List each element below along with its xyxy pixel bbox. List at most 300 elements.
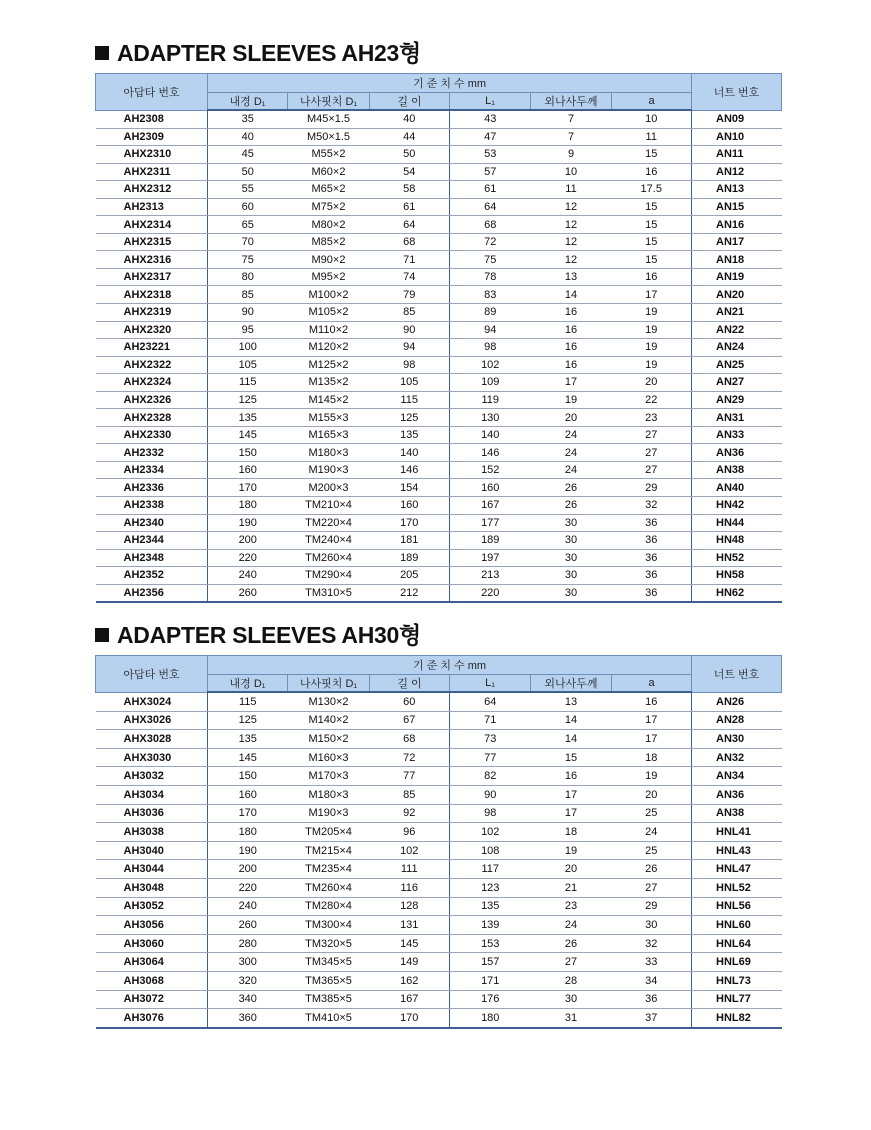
cell-nut: AN34 [692, 767, 782, 786]
table-row [96, 163, 782, 181]
cell-inner-diameter: 90 [208, 304, 288, 322]
cell-l1: 180 [450, 1009, 531, 1028]
cell-inner-diameter: 160 [208, 461, 288, 479]
cell-a: 19 [612, 339, 692, 357]
cell-nut: AN12 [692, 163, 782, 181]
cell-nut: HN44 [692, 514, 782, 532]
cell-a: 19 [612, 321, 692, 339]
cell-inner-diameter: 60 [208, 198, 288, 216]
cell-thread-thickness: 17 [531, 785, 612, 804]
cell-inner-diameter: 160 [208, 785, 288, 804]
cell-model: AH3048 [96, 878, 208, 897]
cell-model: AH3038 [96, 823, 208, 842]
cell-thread-thickness: 14 [531, 730, 612, 749]
cell-thread-thickness: 18 [531, 823, 612, 842]
cell-model: AH3036 [96, 804, 208, 823]
cell-thread-pitch: M110×2 [288, 321, 370, 339]
cell-l1: 171 [450, 971, 531, 990]
cell-l1: 167 [450, 497, 531, 515]
cell-length: 96 [370, 823, 450, 842]
cell-l1: 98 [450, 804, 531, 823]
table-row [96, 110, 782, 128]
cell-thread-thickness: 30 [531, 584, 612, 602]
cell-length: 85 [370, 304, 450, 322]
cell-thread-thickness: 30 [531, 549, 612, 567]
cell-thread-pitch: TM290×4 [288, 567, 370, 585]
cell-l1: 82 [450, 767, 531, 786]
cell-length: 61 [370, 198, 450, 216]
cell-inner-diameter: 340 [208, 990, 288, 1009]
cell-length: 71 [370, 251, 450, 269]
cell-thread-thickness: 11 [531, 181, 612, 199]
cell-thread-pitch: TM365×5 [288, 971, 370, 990]
cell-model: AH23221 [96, 339, 208, 357]
cell-nut: HN52 [692, 549, 782, 567]
section-ah30 [95, 621, 781, 1029]
cell-thread-pitch: TM235×4 [288, 860, 370, 879]
cell-model: AH2308 [96, 110, 208, 128]
cell-model: AHX2316 [96, 251, 208, 269]
table-row [96, 233, 782, 251]
cell-nut: AN19 [692, 268, 782, 286]
cell-a: 25 [612, 804, 692, 823]
cell-inner-diameter: 260 [208, 584, 288, 602]
cell-inner-diameter: 190 [208, 841, 288, 860]
cell-inner-diameter: 280 [208, 934, 288, 953]
cell-l1: 64 [450, 692, 531, 711]
cell-nut: AN09 [692, 110, 782, 128]
cell-length: 160 [370, 497, 450, 515]
cell-a: 15 [612, 198, 692, 216]
table-row [96, 878, 782, 897]
cell-inner-diameter: 45 [208, 146, 288, 164]
cell-model: AHX2314 [96, 216, 208, 234]
cell-model: AH3064 [96, 953, 208, 972]
cell-length: 92 [370, 804, 450, 823]
cell-inner-diameter: 70 [208, 233, 288, 251]
cell-l1: 83 [450, 286, 531, 304]
cell-model: AH2336 [96, 479, 208, 497]
cell-l1: 77 [450, 748, 531, 767]
table-row [96, 409, 782, 427]
cell-nut: AN13 [692, 181, 782, 199]
cell-model: AHX2310 [96, 146, 208, 164]
cell-nut: AN10 [692, 128, 782, 146]
cell-inner-diameter: 180 [208, 497, 288, 515]
cell-model: AH2334 [96, 461, 208, 479]
cell-model: AHX2320 [96, 321, 208, 339]
cell-thread-thickness: 23 [531, 897, 612, 916]
cell-inner-diameter: 40 [208, 128, 288, 146]
table-row [96, 785, 782, 804]
cell-thread-pitch: M180×3 [288, 785, 370, 804]
cell-a: 16 [612, 692, 692, 711]
table-row [96, 692, 782, 711]
cell-inner-diameter: 55 [208, 181, 288, 199]
header-dimensions: 기 준 치 수 mm [208, 74, 692, 93]
cell-nut: AN36 [692, 785, 782, 804]
cell-model: AHX2317 [96, 268, 208, 286]
cell-l1: 47 [450, 128, 531, 146]
cell-thread-thickness: 24 [531, 426, 612, 444]
table-row [96, 304, 782, 322]
cell-l1: 140 [450, 426, 531, 444]
table-row [96, 321, 782, 339]
cell-nut: AN15 [692, 198, 782, 216]
table-row [96, 823, 782, 842]
cell-l1: 78 [450, 268, 531, 286]
cell-a: 26 [612, 860, 692, 879]
cell-length: 111 [370, 860, 450, 879]
cell-l1: 177 [450, 514, 531, 532]
cell-model: AHX3024 [96, 692, 208, 711]
cell-inner-diameter: 135 [208, 730, 288, 749]
cell-model: AHX2322 [96, 356, 208, 374]
cell-thread-pitch: M45×1.5 [288, 110, 370, 128]
cell-nut: HN42 [692, 497, 782, 515]
cell-a: 29 [612, 479, 692, 497]
cell-thread-pitch: M155×3 [288, 409, 370, 427]
cell-model: AHX2319 [96, 304, 208, 322]
cell-l1: 146 [450, 444, 531, 462]
cell-nut: AN38 [692, 461, 782, 479]
cell-nut: AN33 [692, 426, 782, 444]
header-thread-pitch: 나사핏치 D₁ [288, 675, 370, 693]
table-row [96, 497, 782, 515]
cell-model: AH3056 [96, 916, 208, 935]
cell-inner-diameter: 240 [208, 567, 288, 585]
cell-inner-diameter: 220 [208, 549, 288, 567]
cell-length: 105 [370, 374, 450, 392]
cell-a: 17 [612, 286, 692, 304]
cell-thread-pitch: TM210×4 [288, 497, 370, 515]
cell-a: 15 [612, 233, 692, 251]
cell-nut: HNL69 [692, 953, 782, 972]
cell-thread-thickness: 20 [531, 409, 612, 427]
table-row [96, 286, 782, 304]
cell-thread-thickness: 16 [531, 304, 612, 322]
cell-model: AHX3026 [96, 711, 208, 730]
cell-model: AH2348 [96, 549, 208, 567]
header-thread-pitch: 나사핏치 D₁ [288, 93, 370, 111]
cell-thread-pitch: M150×2 [288, 730, 370, 749]
cell-length: 140 [370, 444, 450, 462]
cell-model: AH2313 [96, 198, 208, 216]
cell-nut: AN38 [692, 804, 782, 823]
cell-l1: 176 [450, 990, 531, 1009]
cell-thread-pitch: TM410×5 [288, 1009, 370, 1028]
cell-a: 24 [612, 823, 692, 842]
cell-thread-thickness: 17 [531, 374, 612, 392]
cell-length: 67 [370, 711, 450, 730]
cell-l1: 102 [450, 356, 531, 374]
cell-thread-thickness: 21 [531, 878, 612, 897]
cell-thread-pitch: M105×2 [288, 304, 370, 322]
cell-thread-pitch: TM280×4 [288, 897, 370, 916]
cell-l1: 152 [450, 461, 531, 479]
cell-thread-thickness: 30 [531, 567, 612, 585]
cell-thread-pitch: M190×3 [288, 461, 370, 479]
cell-a: 16 [612, 268, 692, 286]
section-title [95, 39, 781, 67]
cell-nut: HNL52 [692, 878, 782, 897]
cell-l1: 71 [450, 711, 531, 730]
header-l1: L₁ [450, 675, 531, 693]
cell-a: 19 [612, 767, 692, 786]
cell-l1: 90 [450, 785, 531, 804]
cell-l1: 130 [450, 409, 531, 427]
cell-l1: 153 [450, 934, 531, 953]
cell-thread-thickness: 7 [531, 128, 612, 146]
table-row [96, 549, 782, 567]
cell-a: 32 [612, 497, 692, 515]
cell-a: 37 [612, 1009, 692, 1028]
header-dimensions: 기 준 치 수 mm [208, 656, 692, 675]
cell-model: AH3032 [96, 767, 208, 786]
cell-thread-thickness: 16 [531, 339, 612, 357]
cell-l1: 135 [450, 897, 531, 916]
cell-thread-pitch: M60×2 [288, 163, 370, 181]
cell-nut: AN20 [692, 286, 782, 304]
table-row [96, 990, 782, 1009]
cell-thread-pitch: M180×3 [288, 444, 370, 462]
cell-model: AHX2311 [96, 163, 208, 181]
cell-model: AHX3030 [96, 748, 208, 767]
cell-length: 167 [370, 990, 450, 1009]
cell-model: AH3044 [96, 860, 208, 879]
cell-thread-thickness: 30 [531, 990, 612, 1009]
cell-nut: HN48 [692, 532, 782, 550]
cell-inner-diameter: 260 [208, 916, 288, 935]
cell-inner-diameter: 125 [208, 391, 288, 409]
cell-l1: 109 [450, 374, 531, 392]
cell-length: 146 [370, 461, 450, 479]
section-title-text: ADAPTER SLEEVES AH23형 [117, 40, 421, 66]
table-row [96, 426, 782, 444]
cell-inner-diameter: 170 [208, 479, 288, 497]
cell-inner-diameter: 65 [208, 216, 288, 234]
cell-length: 170 [370, 1009, 450, 1028]
cell-a: 27 [612, 426, 692, 444]
cell-nut: HNL73 [692, 971, 782, 990]
table-row [96, 584, 782, 602]
cell-thread-thickness: 16 [531, 356, 612, 374]
cell-l1: 117 [450, 860, 531, 879]
cell-nut: HNL64 [692, 934, 782, 953]
cell-model: AH3052 [96, 897, 208, 916]
cell-inner-diameter: 220 [208, 878, 288, 897]
table-row [96, 804, 782, 823]
cell-thread-thickness: 12 [531, 198, 612, 216]
cell-a: 27 [612, 461, 692, 479]
cell-thread-pitch: M95×2 [288, 268, 370, 286]
cell-a: 20 [612, 374, 692, 392]
cell-length: 125 [370, 409, 450, 427]
cell-l1: 68 [450, 216, 531, 234]
cell-thread-pitch: M90×2 [288, 251, 370, 269]
cell-a: 29 [612, 897, 692, 916]
cell-a: 18 [612, 748, 692, 767]
table-row [96, 146, 782, 164]
cell-a: 15 [612, 216, 692, 234]
header-length: 길 이 [370, 675, 450, 693]
cell-thread-thickness: 30 [531, 514, 612, 532]
header-thread-thickness: 외나사두께 [531, 93, 612, 111]
header-nut: 너트 번호 [692, 656, 782, 693]
cell-thread-pitch: M170×3 [288, 767, 370, 786]
cell-thread-pitch: M75×2 [288, 198, 370, 216]
cell-a: 23 [612, 409, 692, 427]
cell-length: 128 [370, 897, 450, 916]
cell-inner-diameter: 145 [208, 426, 288, 444]
table-row [96, 461, 782, 479]
cell-inner-diameter: 135 [208, 409, 288, 427]
cell-inner-diameter: 300 [208, 953, 288, 972]
cell-inner-diameter: 200 [208, 532, 288, 550]
cell-length: 98 [370, 356, 450, 374]
header-inner-diameter: 내경 D₁ [208, 675, 288, 693]
cell-a: 33 [612, 953, 692, 972]
cell-thread-thickness: 31 [531, 1009, 612, 1028]
cell-nut: AN27 [692, 374, 782, 392]
cell-nut: AN36 [692, 444, 782, 462]
cell-thread-thickness: 24 [531, 444, 612, 462]
cell-length: 68 [370, 730, 450, 749]
cell-thread-thickness: 14 [531, 286, 612, 304]
cell-a: 27 [612, 444, 692, 462]
table-row [96, 730, 782, 749]
cell-length: 102 [370, 841, 450, 860]
cell-thread-pitch: M145×2 [288, 391, 370, 409]
table-row [96, 860, 782, 879]
cell-model: AHX2328 [96, 409, 208, 427]
cell-inner-diameter: 320 [208, 971, 288, 990]
cell-a: 15 [612, 146, 692, 164]
cell-thread-thickness: 13 [531, 692, 612, 711]
header-a: a [612, 675, 692, 693]
cell-model: AH2338 [96, 497, 208, 515]
cell-model: AH3076 [96, 1009, 208, 1028]
cell-l1: 197 [450, 549, 531, 567]
cell-inner-diameter: 85 [208, 286, 288, 304]
cell-a: 11 [612, 128, 692, 146]
section-title [95, 621, 781, 649]
cell-a: 20 [612, 785, 692, 804]
table-row [96, 198, 782, 216]
cell-nut: AN21 [692, 304, 782, 322]
cell-length: 145 [370, 934, 450, 953]
cell-nut: AN25 [692, 356, 782, 374]
cell-nut: HN58 [692, 567, 782, 585]
cell-model: AH3034 [96, 785, 208, 804]
cell-a: 16 [612, 163, 692, 181]
table-row [96, 916, 782, 935]
cell-length: 94 [370, 339, 450, 357]
table-row [96, 128, 782, 146]
cell-thread-pitch: TM240×4 [288, 532, 370, 550]
cell-thread-pitch: M55×2 [288, 146, 370, 164]
cell-model: AH2344 [96, 532, 208, 550]
cell-a: 36 [612, 532, 692, 550]
cell-nut: HN62 [692, 584, 782, 602]
header-l1: L₁ [450, 93, 531, 111]
table-row [96, 444, 782, 462]
cell-a: 25 [612, 841, 692, 860]
cell-length: 58 [370, 181, 450, 199]
cell-a: 10 [612, 110, 692, 128]
cell-nut: AN11 [692, 146, 782, 164]
cell-thread-pitch: TM260×4 [288, 549, 370, 567]
cell-l1: 72 [450, 233, 531, 251]
cell-thread-thickness: 13 [531, 268, 612, 286]
cell-inner-diameter: 125 [208, 711, 288, 730]
cell-inner-diameter: 145 [208, 748, 288, 767]
cell-thread-pitch: M160×3 [288, 748, 370, 767]
cell-l1: 102 [450, 823, 531, 842]
cell-inner-diameter: 105 [208, 356, 288, 374]
cell-a: 36 [612, 567, 692, 585]
section-title-text: ADAPTER SLEEVES AH30형 [117, 622, 421, 648]
cell-nut: AN31 [692, 409, 782, 427]
cell-model: AHX2326 [96, 391, 208, 409]
cell-thread-pitch: M165×3 [288, 426, 370, 444]
square-bullet-icon [95, 628, 109, 642]
table-row [96, 374, 782, 392]
cell-l1: 189 [450, 532, 531, 550]
cell-inner-diameter: 200 [208, 860, 288, 879]
cell-length: 131 [370, 916, 450, 935]
cell-a: 34 [612, 971, 692, 990]
cell-inner-diameter: 360 [208, 1009, 288, 1028]
header-model: 아답타 번호 [96, 656, 208, 693]
cell-thread-thickness: 12 [531, 216, 612, 234]
cell-length: 170 [370, 514, 450, 532]
table-row [96, 711, 782, 730]
cell-length: 149 [370, 953, 450, 972]
cell-thread-pitch: M190×3 [288, 804, 370, 823]
header-nut: 너트 번호 [692, 74, 782, 111]
cell-length: 60 [370, 692, 450, 711]
cell-thread-pitch: M85×2 [288, 233, 370, 251]
cell-length: 44 [370, 128, 450, 146]
cell-thread-pitch: TM260×4 [288, 878, 370, 897]
cell-model: AH2340 [96, 514, 208, 532]
cell-nut: HNL41 [692, 823, 782, 842]
cell-l1: 160 [450, 479, 531, 497]
cell-thread-pitch: M140×2 [288, 711, 370, 730]
cell-thread-thickness: 27 [531, 953, 612, 972]
cell-inner-diameter: 150 [208, 767, 288, 786]
cell-a: 27 [612, 878, 692, 897]
cell-model: AHX2324 [96, 374, 208, 392]
cell-l1: 220 [450, 584, 531, 602]
cell-l1: 157 [450, 953, 531, 972]
cell-length: 154 [370, 479, 450, 497]
cell-thread-pitch: TM300×4 [288, 916, 370, 935]
cell-thread-thickness: 28 [531, 971, 612, 990]
cell-thread-pitch: M65×2 [288, 181, 370, 199]
cell-inner-diameter: 95 [208, 321, 288, 339]
cell-thread-thickness: 7 [531, 110, 612, 128]
cell-nut: HNL60 [692, 916, 782, 935]
cell-thread-thickness: 26 [531, 497, 612, 515]
cell-l1: 64 [450, 198, 531, 216]
cell-model: AH2309 [96, 128, 208, 146]
cell-nut: HNL43 [692, 841, 782, 860]
cell-thread-thickness: 14 [531, 711, 612, 730]
cell-length: 212 [370, 584, 450, 602]
table-row [96, 841, 782, 860]
